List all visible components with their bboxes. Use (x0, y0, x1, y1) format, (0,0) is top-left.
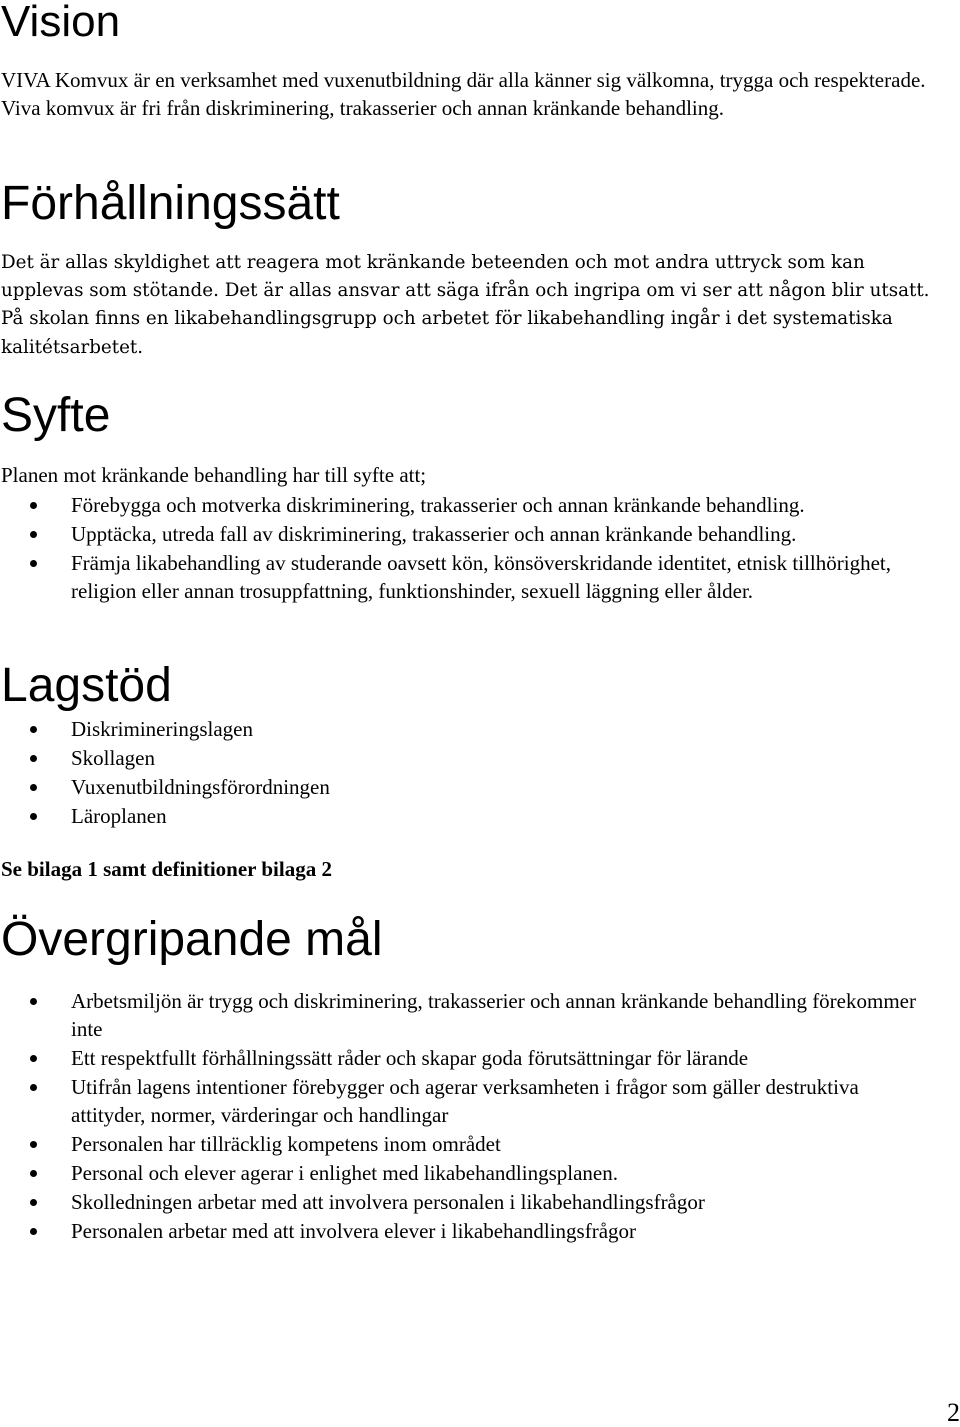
list-item: Ett respektfullt förhållningssätt råder och skapar goda förutsättningar för lärande (0, 1044, 920, 1072)
list-item: Förebygga och motverka diskriminering, trakasserier och annan kränkande behandling. (0, 491, 920, 519)
heading-vision: Vision (1, 0, 121, 46)
overgripande-list (0, 987, 920, 1246)
list-item: Skollagen (0, 744, 920, 772)
list-item: Diskrimineringslagen (0, 715, 920, 743)
list-item: Läroplanen (0, 802, 920, 830)
syfte-list (0, 491, 920, 606)
list-item: Skolledningen arbetar med att involvera personalen i likabehandlingsfrågor (0, 1188, 920, 1216)
lagstod-note: Se bilaga 1 samt definitioner bilaga 2 (1, 857, 332, 881)
list-item: Personalen arbetar med att involvera elever i likabehandlingsfrågor (0, 1217, 920, 1245)
syfte-intro (1, 461, 941, 489)
list-item: Personal och elever agerar i enlighet med likabehandlingsplanen. (0, 1159, 920, 1187)
list-item: Upptäcka, utreda fall av diskriminering, trakasserier och annan kränkande behandling. (0, 520, 920, 548)
vision-line-1: VIVA Komvux är en verksamhet med vuxenutbildning där alla känner sig välkomna, trygga och respekterade. (1, 68, 926, 92)
list-item: Personalen har tillräcklig kompetens inom området (0, 1130, 920, 1158)
vision-text (1, 66, 941, 122)
heading-syfte: Syfte (1, 389, 111, 442)
forhallningssatt-paragraph: Det är allas skyldighet att reagera mot kränkande beteenden och mot andra uttryck som kan upplevas som stötande. Det är allas ansvar att säga ifrån och ingripa om vi ser att någon blir utsatt. På skolan finns en likabehandlingsgrupp och arbetet för likabehandling ingår i det systematiska kalitétsarbetet. (1, 252, 930, 358)
list-item: Utifrån lagens intentioner förebygger och agerar verksamheten i frågor som gäller destruktiva attityder, normer, värderingar och handlingar (0, 1073, 920, 1129)
vision-line-2: Viva komvux är fri från diskriminering, trakasserier och annan kränkande behandling. (1, 96, 724, 120)
heading-forhallningssatt: Förhållningssätt (1, 177, 340, 230)
heading-overgripande-mal: Övergripande mål (1, 913, 383, 966)
list-item: Arbetsmiljön är trygg och diskriminering, trakasserier och annan kränkande behandling förekommer inte (0, 987, 920, 1043)
heading-lagstod: Lagstöd (1, 659, 172, 712)
list-item: Främja likabehandling av studerande oavsett kön, könsöverskridande identitet, etnisk tillhörighet, religion eller annan trosuppfattning, funktionshinder, sexuell läggning eller ålder. (0, 549, 920, 605)
syfte-intro-text: Planen mot kränkande behandling har till syfte att; (1, 463, 427, 487)
list-item: Vuxenutbildningsförordningen (0, 773, 920, 801)
forhallningssatt-text (1, 249, 941, 362)
page-number: 2 (947, 1398, 960, 1427)
lagstod-list (0, 715, 920, 831)
